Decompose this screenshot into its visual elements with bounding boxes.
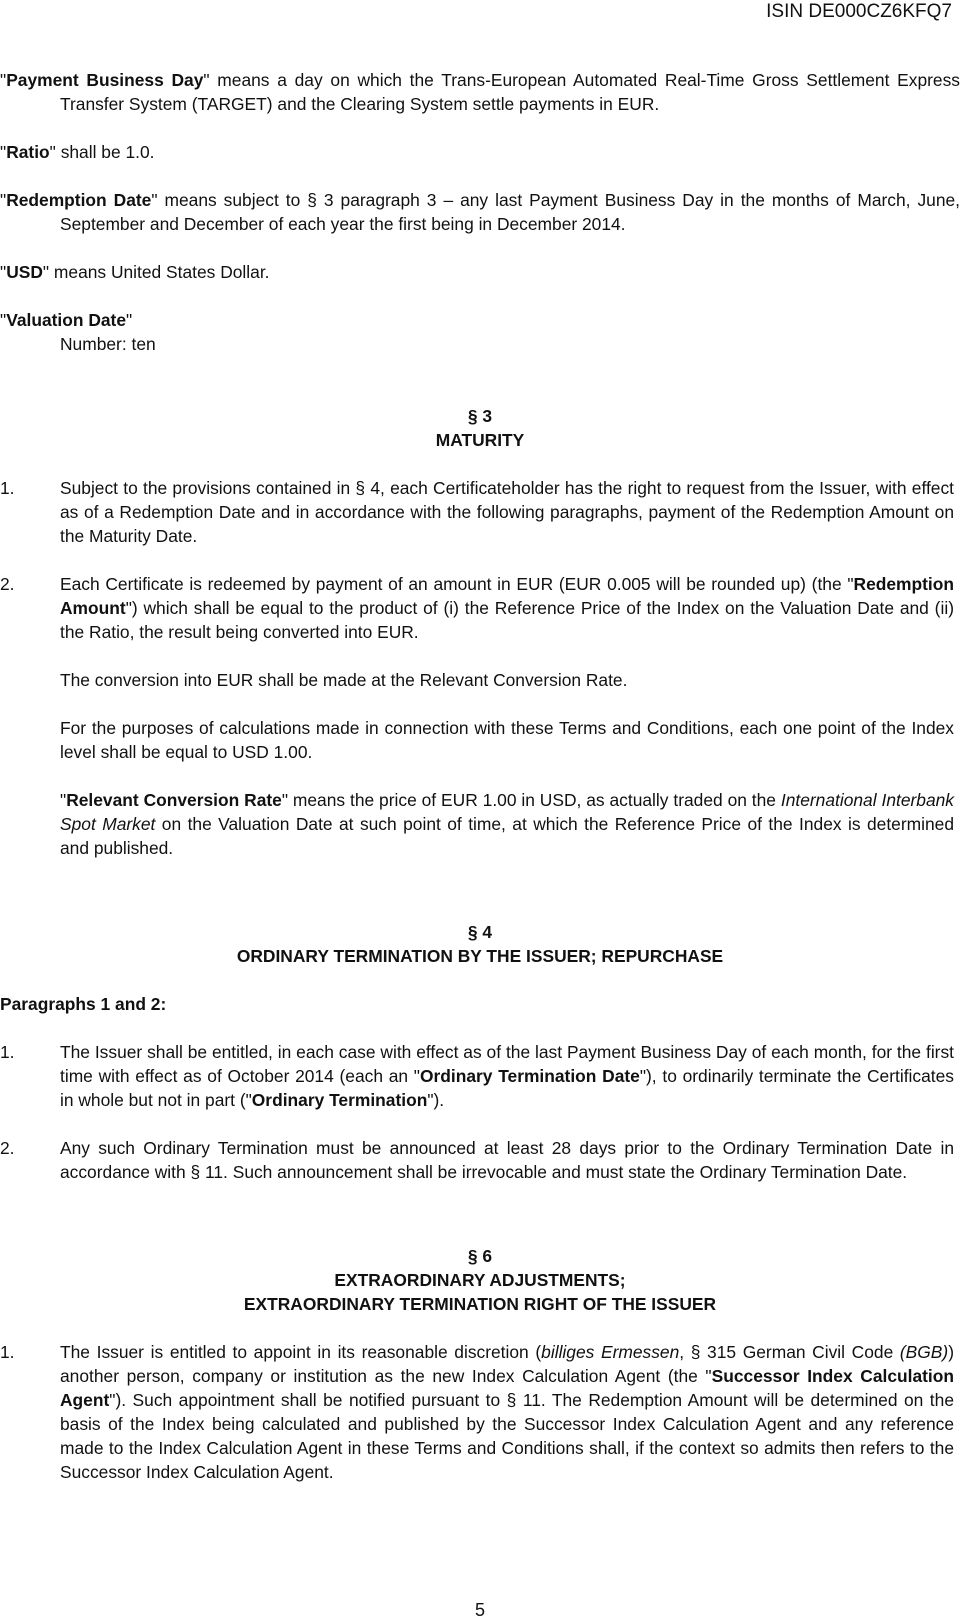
defined-term: Ordinary Termination Date [419,1066,640,1086]
definition-valuation-date: "Valuation Date" Number: ten [0,308,954,356]
item-number: 2. [0,574,15,594]
section-4-title: ORDINARY TERMINATION BY THE ISSUER; REPURCHASE [236,946,724,966]
item-number: 1. [0,1342,15,1362]
definition-ratio: "Ratio" shall be 1.0. [0,142,155,162]
section-4-sign: § 4 [467,922,493,942]
section-3-sign: § 3 [467,406,493,426]
definition-term: USD [6,262,43,282]
definition-text: means subject to § 3 paragraph 3 – any last Payment Business Day in the months of March, June, September and December of each year the first being in December 2014. [60,190,960,234]
paragraphs-label: Paragraphs 1 and 2: [0,994,167,1014]
definition-term: Ratio [6,142,50,162]
section-6-title-line-1: EXTRAORDINARY ADJUSTMENTS; [334,1270,626,1290]
paragraph-text: on the Valuation Date at such point of time, at which the Reference Price of the Index is determined and published. [60,814,954,858]
section-6-sign: § 6 [467,1246,493,1266]
defined-term: Ordinary Termination [251,1090,428,1110]
item-text: The Issuer shall be entitled, in each case with effect as of the last Payment Business Day of each month, for the first time with effect as of October 2014 (each an " [60,1042,954,1086]
item-text: The Issuer is entitled to appoint in its reasonable discretion ( [60,1342,542,1362]
italic-term: billiges Ermessen [541,1342,680,1362]
item-number: 1. [0,1042,15,1062]
section-4-item-2 [0,1136,954,1184]
item-text: "). [427,1090,445,1110]
item-text: Any such Ordinary Termination must be announced at least 28 days prior to the Ordinary Termination Date in accordance with § 11. Such announcement shall be irrevocable and must state the Ordinary Termination Date. [60,1138,954,1182]
item-text: ) another person, company or institution as the new Index Calculation Agent (the " [60,1342,954,1386]
section-3-item-1 [0,476,954,548]
item-text: ") which shall be equal to the product of (i) the Reference Price of the Index on the Valuation Date and (ii) the Ratio, the result being converted into EUR. [60,598,954,642]
purposes-paragraph: For the purposes of calculations made in connection with these Terms and Conditions, each one point of the Index level shall be equal to USD 1.00. [60,718,954,762]
section-3-title: MATURITY [435,430,525,450]
italic-term: (BGB) [899,1342,949,1362]
item-text: "), to ordinarily terminate the Certificates in whole but not in part (" [60,1066,954,1110]
item-number: 1. [0,478,15,498]
section-4-item-1 [0,1040,954,1112]
paragraph-text: " means the price of EUR 1.00 in USD, as actually traded on the [281,790,781,810]
relevant-conversion-rate-paragraph: "Relevant Conversion Rate" means the price of EUR 1.00 in USD, as actually traded on the International Interbank Spot Market on the Valuation Date at such point of time, at which the Reference Price of the Index is determined and published. [60,790,954,858]
item-text: , § 315 German Civil Code [679,1342,900,1362]
definition-text: shall be 1.0. [55,142,155,162]
document-body [0,68,960,1508]
item-text: Each Certificate is redeemed by payment of an amount in EUR (EUR 0.005 will be rounded up) (the " [60,574,854,594]
defined-term: Redemption Amount [60,574,954,618]
page-number: 5 [474,1600,485,1620]
item-text: "). Such appointment shall be notified pursuant to § 11. The Redemption Amount will be determined on the basis of the Index being calculated and published by the Successor Index Calculation Agent and any reference made to the Index Calculation Agent in these Terms and Conditions shall, if the context so admits then refers to the Successor Index Calculation Agent. [60,1390,954,1482]
isin-header: ISIN DE000CZ6KFQ7 [766,1,952,22]
definition-text: means a day on which the Trans-European Automated Real-Time Gross Settlement Express Transfer System (TARGET) and the Clearing System settle payments in EUR. [60,70,960,114]
definition-term: Valuation Date [6,310,127,330]
conversion-paragraph: The conversion into EUR shall be made at the Relevant Conversion Rate. [60,670,628,690]
definition-redemption-date: "Redemption Date" means subject to § 3 paragraph 3 – any last Payment Business Day in the months of March, June, September and December of each year the first being in December 2014. [0,190,960,234]
italic-term: International Interbank Spot Market [60,790,954,834]
section-6-title-line-2: EXTRAORDINARY TERMINATION RIGHT OF THE ISSUER [243,1294,717,1314]
defined-term: Relevant Conversion Rate [66,790,282,810]
section-3-item-2 [0,572,954,644]
defined-term: Successor Index Calculation Agent [60,1366,954,1410]
item-text: Subject to the provisions contained in § 4, each Certificateholder has the right to request from the Issuer, with effect as of a Redemption Date and in accordance with the following paragraphs, payment of the Redemption Amount on the Maturity Date. [60,478,954,546]
item-number: 2. [0,1138,15,1158]
definition-payment-business-day: "Payment Business Day" means a day on which the Trans-European Automated Real-Time Gross Settlement Express Transfer System (TARGET) and the Clearing System settle payments in EUR. [0,70,960,114]
definition-term: Redemption Date [6,190,152,210]
definition-term: Payment Business Day [6,70,204,90]
section-6-item-1 [0,1340,954,1484]
definition-text: means United States Dollar. [49,262,270,282]
definition-usd: "USD" means United States Dollar. [0,262,270,282]
definition-subtext: Number: ten [60,334,156,354]
